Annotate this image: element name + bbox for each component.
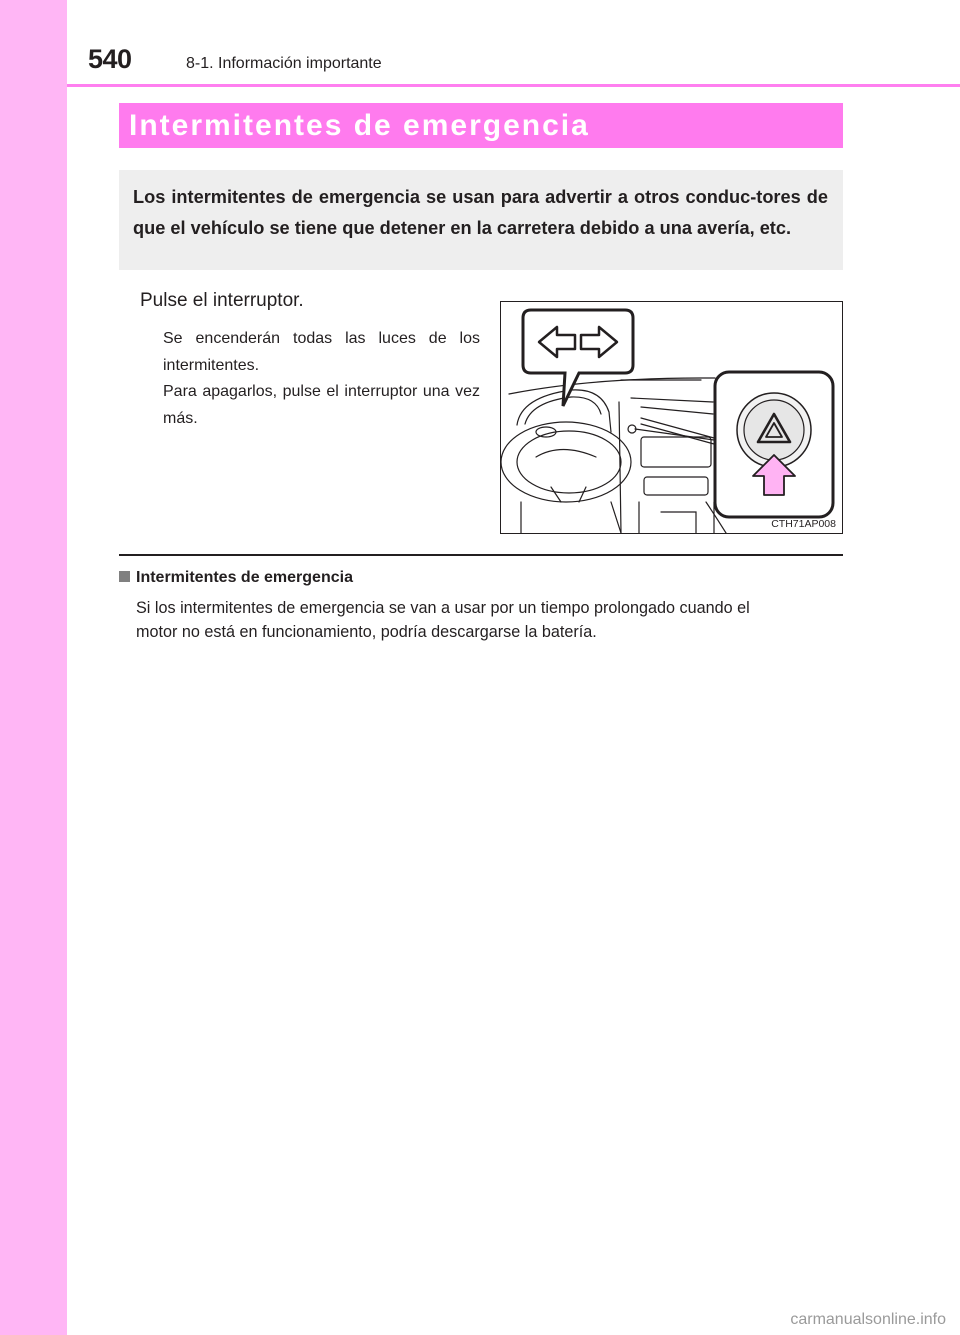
step-title: Pulse el interruptor. — [140, 290, 304, 311]
header-rule — [67, 84, 960, 87]
title-bar — [119, 103, 843, 148]
figure-code: CTH71AP008 — [771, 518, 836, 530]
side-color-strip — [0, 0, 67, 1335]
note-body — [136, 596, 843, 644]
intro-text: Los intermitentes de emergencia se usan para advertir a otros conduc-tores de que el vehículo se tiene que detener en la carretera debido a una avería, etc. — [133, 187, 828, 238]
square-bullet-icon — [119, 571, 130, 582]
note-line-2: motor no está en funcionamiento, podría descargarse la batería. — [136, 623, 597, 641]
dashboard-drawing — [501, 302, 842, 533]
step-line-1: Se encenderán todas las luces de los intermitentes. — [163, 330, 480, 374]
step-line-2: Para apagarlos, pulse el interruptor una vez más. — [163, 383, 480, 427]
page-title: Intermitentes de emergencia — [129, 109, 590, 142]
step-description — [163, 326, 480, 432]
section-divider — [119, 554, 843, 556]
note-heading — [119, 569, 353, 587]
note-heading-text: Intermitentes de emergencia — [136, 569, 353, 586]
speech-bubble — [523, 310, 633, 406]
intro-box — [119, 170, 843, 270]
page-number: 540 — [88, 44, 132, 74]
note-line-1: Si los intermitentes de emergencia se van a usar por un tiempo prolongado cuando el — [136, 599, 750, 617]
watermark: carmanualsonline.info — [790, 1311, 946, 1328]
section-label: 8-1. Información importante — [186, 55, 382, 72]
hazard-switch-illustration — [500, 301, 843, 534]
